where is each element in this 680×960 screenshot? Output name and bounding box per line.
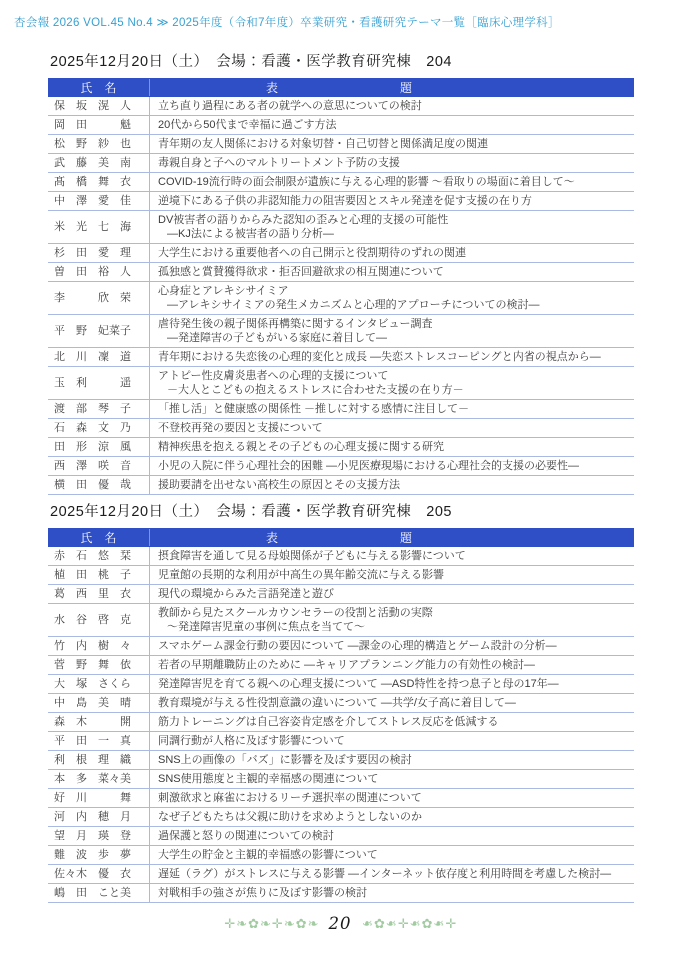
student-name: 菅 野 舞 依 [48,656,150,674]
research-title-line: 大学生の貯金と主観的幸福感の影響について [158,849,378,861]
table-row [48,827,634,846]
table-row [48,419,634,438]
research-title [150,656,634,674]
student-name: 望 月 瑛 登 [48,827,150,845]
student-name: 平 田 一 真 [48,732,150,750]
student-name: 保 坂 滉 人 [48,97,150,115]
table-row [48,675,634,694]
student-name: 米 光 七 海 [48,211,150,243]
research-title [150,808,634,826]
table-row [48,865,634,884]
research-title [150,751,634,769]
research-title [150,846,634,864]
column-header-title [150,79,634,96]
session-204 [48,50,634,495]
student-name: 森 木 開 [48,713,150,731]
student-name: 髙 橋 舞 衣 [48,173,150,191]
research-title [150,116,634,134]
research-title [150,770,634,788]
student-name: 横 田 優 哉 [48,476,150,494]
student-name: 赤 石 悠 栞 [48,547,150,565]
research-title-line: 対戦相手の強さが焦りに及ぼす影響の検討 [158,887,367,899]
research-table [48,78,634,495]
table-row [48,173,634,192]
research-title [150,135,634,153]
research-title [150,604,634,636]
student-name: 平 野 妃菜子 [48,315,150,347]
research-title [150,282,634,314]
research-title [150,713,634,731]
research-subtitle-line: ～発達障害児童の事例に焦点を当てて～ [167,621,365,633]
research-title-line: 小児の入院に伴う心理社会的困難 ―小児医療現場における心理社会的支援の必要性― [158,460,580,472]
student-name: 石 森 文 乃 [48,419,150,437]
student-name: 大 塚 さくら [48,675,150,693]
research-title [150,585,634,603]
research-subtitle-line: ―KJ法による被害者の語り分析― [167,228,334,240]
research-title-line: 刺激欲求と麻雀におけるリーチ選択率の関連について [158,792,422,804]
research-title-line: 孤独感と賞賛獲得欲求・拒否回避欲求の相互関連について [158,266,444,278]
student-name: 渡 部 琴 子 [48,400,150,418]
research-title-line: 教育環境が与える性役割意識の違いについて ―共学/女子高に着目して― [158,697,516,709]
table-row [48,694,634,713]
table-row [48,282,634,315]
table-row [48,438,634,457]
research-title [150,173,634,191]
research-title [150,244,634,262]
column-header-title-left: 表 [266,531,279,545]
research-subtitle-line: ―発達障害の子どもがいる家庭に着目して― [167,332,387,344]
research-title [150,315,634,347]
research-title [150,154,634,172]
research-title-line: COVID-19流行時の面会制限が遺族に与える心理的影響 ～看取りの場面に着目して～ [158,176,575,188]
research-title-line: 逆境下にある子供の非認知能力の阻害要因とスキル発達を促す支援の在り方 [158,195,532,207]
table-row [48,566,634,585]
student-name: 松 野 紗 也 [48,135,150,153]
research-title [150,884,634,902]
student-name: 武 藤 美 南 [48,154,150,172]
research-title-line: 摂食障害を通して見る母娘関係が子どもに与える影響について [158,550,466,562]
student-name: 嶋 田 こと美 [48,884,150,902]
research-title-line: 不登校再発の要因と支援について [158,422,323,434]
student-name: 北 川 凜 道 [48,348,150,366]
column-header-name: 氏 名 [48,79,150,96]
session-205 [48,500,634,903]
research-title-line: 現代の環境からみた言語発達と遊び [158,588,334,600]
student-name: 利 根 理 織 [48,751,150,769]
research-title-line: 虐待発生後の親子関係再構築に関するインタビュー調査 [158,318,433,330]
table-row [48,713,634,732]
page-footer [0,914,680,933]
table-row [48,732,634,751]
research-title [150,419,634,437]
research-title-line: 過保護と怒りの関連についての検討 [158,830,334,842]
floral-ornament-right-icon: ✛❧✿❧✛❧✿❧ [360,915,456,931]
column-header-title-left: 表 [266,81,279,95]
student-name: 水 谷 啓 克 [48,604,150,636]
research-title-line: 同調行動が人格に及ぼす影響について [158,735,345,747]
research-title-line: 筋力トレーニングは自己容姿肯定感を介してストレス反応を低減する [158,716,499,728]
table-row [48,348,634,367]
column-header-title-right: 題 [400,531,413,545]
table-row [48,263,634,282]
table-row [48,154,634,173]
research-title [150,400,634,418]
research-title-line: 精神疾患を抱える親とその子どもの心理支援に関する研究 [158,441,444,453]
session-heading: 2025年12月20日（土） 会場：看護・医学教育研究棟 205 [50,504,452,520]
table-row [48,457,634,476]
research-title-line: SNS上の画像の「バズ」に影響を及ぼす要因の検討 [158,754,412,766]
research-title [150,827,634,845]
session-heading: 2025年12月20日（土） 会場：看護・医学教育研究棟 204 [50,54,452,70]
research-subtitle-line: ―アレキシサイミアの発生メカニズムと心理的アプローチについての検討― [167,299,540,311]
student-name: 西 澤 咲 音 [48,457,150,475]
student-name: 竹 内 樹 々 [48,637,150,655]
research-title [150,348,634,366]
table-row [48,244,634,263]
research-title-line: 遅延（ラグ）がストレスに与える影響 ―インターネット依存度と利用時間を考慮した検討― [158,868,612,880]
floral-ornament-left-icon: ✛❧✿❧✛❧✿❧ [224,915,320,931]
student-name: 曽 田 裕 人 [48,263,150,281]
table-row [48,367,634,400]
research-title [150,192,634,210]
research-title [150,566,634,584]
research-title [150,438,634,456]
student-name: 中 澤 愛 佳 [48,192,150,210]
page-number: 20 [328,914,352,933]
table-row [48,547,634,566]
table-row [48,315,634,348]
research-title-line: 教師から見たスクールカウンセラーの役割と活動の実際 [158,607,433,619]
table-row [48,751,634,770]
student-name: 本 多 菜々美 [48,770,150,788]
research-title-line: スマホゲーム課金行動の要因について ―課金の心理的構造とゲーム設計の分析― [158,640,557,652]
table-row [48,604,634,637]
table-row [48,808,634,827]
research-title-line: 20代から50代まで幸福に過ごす方法 [158,119,337,131]
table-row [48,846,634,865]
table-row [48,116,634,135]
student-name: 岡 田 魁 [48,116,150,134]
table-row [48,884,634,903]
student-name: 中 島 美 晴 [48,694,150,712]
research-title [150,732,634,750]
table-row [48,585,634,604]
student-name: 佐々木 優 衣 [48,865,150,883]
table-row [48,211,634,244]
research-title [150,694,634,712]
research-title-line: DV被害者の語りからみた認知の歪みと心理的支援の可能性 [158,214,449,226]
research-title [150,637,634,655]
research-title-line: 若者の早期離職防止のために ―キャリアプランニング能力の有効性の検討― [158,659,535,671]
research-title [150,476,634,494]
table-row [48,770,634,789]
table-row [48,789,634,808]
table-row [48,637,634,656]
student-name: 好 川 舞 [48,789,150,807]
table-row [48,400,634,419]
student-name: 玉 利 遥 [48,367,150,399]
research-title-line: 毒親自身と子へのマルトリートメント予防の支援 [158,157,400,169]
student-name: 植 田 桃 子 [48,566,150,584]
student-name: 葛 西 里 衣 [48,585,150,603]
column-header-name: 氏 名 [48,529,150,546]
student-name: 田 形 涼 風 [48,438,150,456]
student-name: 難 波 歩 夢 [48,846,150,864]
column-header-title-right: 題 [400,81,413,95]
research-title-line: 「推し活」と健康感の関係性 －推しに対する感情に注目して－ [158,403,470,415]
research-title-line: 発達障害児を育てる親への心理支援について ―ASD特性を持つ息子と母の17年― [158,678,559,690]
student-name: 李 欣 荣 [48,282,150,314]
research-title-line: 立ち直り過程にある者の就学への意思についての検討 [158,100,422,112]
research-title-line: SNS使用態度と主観的幸福感の関連について [158,773,379,785]
research-title-line: 青年期の友人関係における対象切替・自己切替と関係満足度の関連 [158,138,488,150]
research-title-line: 援助要請を出せない高校生の原因とその支援方法 [158,479,400,491]
table-row [48,192,634,211]
research-title-line: アトピー性皮膚炎患者への心理的支援について [158,370,389,382]
table-row [48,476,634,495]
research-title-line: 青年期における失恋後の心理的変化と成長 ―失恋ストレスコーピングと内省の視点から― [158,351,601,363]
research-title [150,865,634,883]
student-name: 杉 田 愛 理 [48,244,150,262]
research-subtitle-line: －大人とこどもの抱えるストレスに合わせた支援の在り方－ [167,384,464,396]
research-table [48,528,634,903]
research-title [150,547,634,565]
research-title-line: 大学生における重要他者への自己開示と役割期待のずれの関連 [158,247,466,259]
research-title-line: 心身症とアレキシサイミア [158,285,289,297]
research-title [150,211,634,243]
table-row [48,97,634,116]
research-title [150,97,634,115]
student-name: 河 内 穂 月 [48,808,150,826]
table-row [48,656,634,675]
research-title [150,675,634,693]
research-title [150,263,634,281]
table-body [48,97,634,495]
research-title-line: なぜ子どもたちは父親に助けを求めようとしないのか [158,811,422,823]
table-body [48,547,634,903]
column-header-title [150,529,634,546]
table-header-bar [48,528,634,547]
research-title-line: 児童館の長期的な利用が中高生の異年齢交流に与える影響 [158,569,444,581]
table-header-bar [48,78,634,97]
research-title [150,457,634,475]
table-row [48,135,634,154]
research-title [150,789,634,807]
journal-header: 杏会報 2026 VOL.45 No.4 ≫ 2025年度（令和7年度）卒業研究・看護研究テーマ一覧［臨床心理学科］ [14,17,560,29]
research-title [150,367,634,399]
